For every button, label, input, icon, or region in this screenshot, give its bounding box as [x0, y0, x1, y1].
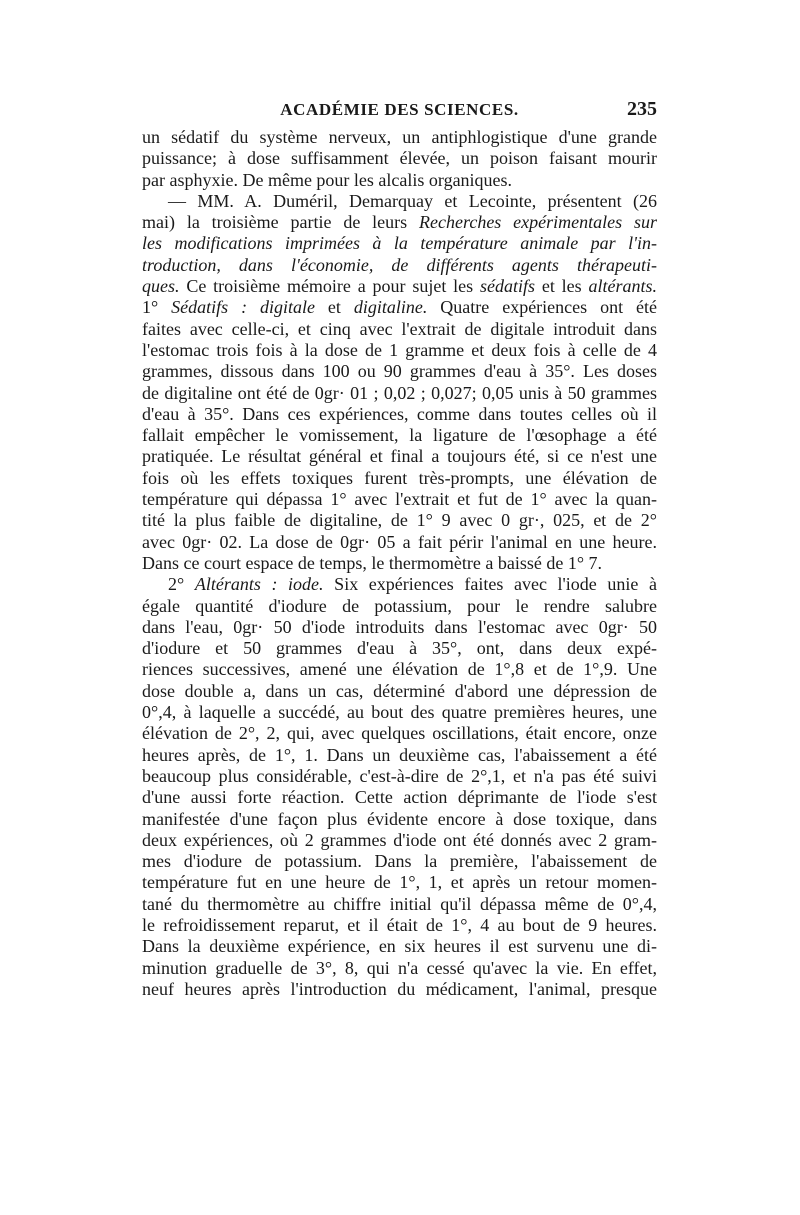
text-segment: heures après, de 1°, 1. Dans un deuxième cas, l'abaissement a été: [142, 744, 657, 765]
text-line: [142, 510, 657, 531]
text-line: [142, 617, 657, 638]
text-segment: tané du thermomètre au chiffre initial qu'il dépassa même de 0°,4,: [142, 893, 657, 914]
text-segment: Six expériences faites avec l'iode unie à: [323, 574, 657, 595]
text-line: [142, 894, 657, 915]
text-segment: puissance; à dose suffisamment élevée, un poison faisant mourir: [142, 148, 657, 169]
text-line: [142, 915, 657, 936]
text-segment: de digitaline ont été de 0gr· 01 ; 0,02 ; 0,027; 0,05 unis à 50 grammes: [142, 382, 657, 403]
text-segment: tité la plus faible de digitaline, de 1° 9 avec 0 gr·, 025, et de 2°: [142, 510, 657, 531]
text-segment: beaucoup plus considérable, c'est-à-dire de 2°,1, et n'a pas été suivi: [142, 765, 657, 786]
text-line: [142, 681, 657, 702]
text-segment: 2°: [168, 574, 195, 595]
text-line: [142, 148, 657, 169]
italic-text-segment: altérants.: [588, 276, 657, 297]
text-line: [142, 766, 657, 787]
text-line: [142, 787, 657, 808]
text-line: [142, 958, 657, 979]
text-line: [142, 319, 657, 340]
text-line: [142, 340, 657, 361]
text-segment: le refroidissement reparut, et il était de 1°, 4 au bout de 9 heures.: [142, 914, 657, 935]
running-title: ACADÉMIE DES SCIENCES.: [280, 100, 519, 119]
text-line: [142, 553, 657, 574]
italic-text-segment: Sédatifs : digitale: [171, 297, 315, 318]
text-line: [142, 745, 657, 766]
text-segment: Dans la deuxième expérience, en six heures il est survenu une di-: [142, 936, 657, 957]
text-line: [142, 297, 657, 318]
text-segment: fois où les effets toxiques furent très-prompts, une élévation de: [142, 467, 657, 488]
text-line: [142, 809, 657, 830]
text-segment: l'estomac trois fois à la dose de 1 gramme et deux fois à celle de 4: [142, 339, 657, 360]
text-line: [142, 468, 657, 489]
text-line: [142, 255, 657, 276]
italic-text-segment: Altérants : iode.: [194, 574, 324, 595]
text-line: [142, 532, 657, 553]
text-segment: minution graduelle de 3°, 8, qui n'a cessé qu'avec la vie. En effet,: [142, 957, 657, 978]
text-segment: — MM. A. Duméril, Demarquay et Lecointe, présentent (26: [168, 190, 657, 211]
text-segment: d'une aussi forte réaction. Cette action déprimante de l'iode s'est: [142, 787, 657, 808]
text-segment: un sédatif du système nerveux, un antiphlogistique d'une grande: [142, 127, 657, 147]
text-segment: dans l'eau, 0gr· 50 d'iode introduits dans l'estomac avec 0gr· 50: [142, 616, 657, 637]
text-line: [142, 212, 657, 233]
text-segment: faites avec celle-ci, et cinq avec l'extrait de digitale introduit dans: [142, 318, 657, 339]
text-line: [142, 127, 657, 148]
page-number: 235: [627, 98, 657, 120]
text-segment: riences successives, amené une élévation de 1°,8 et de 1°,9. Une: [142, 659, 657, 680]
text-segment: mai) la troisième partie de leurs: [142, 212, 420, 233]
text-segment: avec 0gr· 02. La dose de 0gr· 05 a fait périr l'animal en une heure.: [142, 531, 657, 552]
text-segment: 1°: [142, 297, 172, 318]
text-line: [142, 851, 657, 872]
text-line: [142, 702, 657, 723]
italic-text-segment: digitaline.: [353, 297, 428, 318]
text-segment: élévation de 2°, 2, qui, avec quelques oscillations, était encore, onze: [142, 723, 657, 744]
text-segment: par asphyxie. De même pour les alcalis organiques.: [142, 169, 513, 190]
text-segment: d'iodure et 50 grammes d'eau à 35°, ont, dans deux expé-: [142, 638, 657, 659]
text-line: [142, 170, 657, 191]
text-segment: Quatre expériences ont été: [427, 297, 657, 318]
text-line: [142, 446, 657, 467]
text-segment: manifestée d'une façon plus évidente encore à dose toxique, dans: [142, 808, 657, 829]
text-line: [142, 276, 657, 297]
page-header: [142, 100, 657, 128]
text-segment: deux expériences, où 2 grammes d'iode ont été donnés avec 2 gram-: [142, 829, 657, 850]
text-line: [142, 596, 657, 617]
text-line: [142, 830, 657, 851]
body-text: [142, 127, 657, 1000]
text-segment: neuf heures après l'introduction du médicament, l'animal, presque: [142, 978, 657, 999]
text-line: [142, 659, 657, 680]
text-segment: mes d'iodure de potassium. Dans la première, l'abaissement de: [142, 851, 657, 872]
text-line: [142, 383, 657, 404]
text-line: [142, 233, 657, 254]
text-segment: Dans ce court espace de temps, le thermomètre a baissé de 1° 7.: [142, 552, 603, 573]
text-segment: température fut en une heure de 1°, 1, et après un retour momen-: [142, 872, 657, 893]
text-line: [142, 872, 657, 893]
italic-text-segment: troduction, dans l'économie, de différents agents thérapeuti-: [142, 254, 657, 275]
italic-text-segment: Recherches expérimentales sur: [419, 212, 657, 233]
italic-text-segment: ques.: [142, 276, 180, 297]
text-segment: pratiquée. Le résultat général et final a toujours été, si ce n'est une: [142, 446, 657, 467]
text-segment: dose double a, dans un cas, déterminé d'abord une dépression de: [142, 680, 657, 701]
italic-text-segment: sédatifs: [480, 276, 536, 297]
text-segment: température qui dépassa 1° avec l'extrait et fut de 1° avec la quan-: [142, 489, 657, 510]
text-segment: fallait empêcher le vomissement, la ligature de l'œsophage a été: [142, 425, 657, 446]
text-line: [142, 638, 657, 659]
text-segment: Ce troisième mémoire a pour sujet les: [179, 276, 480, 297]
text-segment: et les: [535, 276, 589, 297]
text-line: [142, 404, 657, 425]
text-line: [142, 425, 657, 446]
text-line: [142, 191, 657, 212]
text-segment: égale quantité d'iodure de potassium, pour le rendre salubre: [142, 595, 657, 616]
italic-text-segment: les modifications imprimées à la température animale par l'in-: [142, 233, 657, 254]
text-segment: d'eau à 35°. Dans ces expériences, comme dans toutes celles où il: [142, 403, 657, 424]
text-line: [142, 936, 657, 957]
text-line: [142, 723, 657, 744]
text-line: [142, 489, 657, 510]
text-segment: grammes, dissous dans 100 ou 90 grammes d'eau à 35°. Les doses: [142, 361, 657, 382]
text-segment: 0°,4, à laquelle a succédé, au bout des quatre premières heures, une: [142, 702, 657, 723]
text-line: [142, 361, 657, 382]
text-line: [142, 574, 657, 595]
text-segment: et: [315, 297, 354, 318]
text-line: [142, 979, 657, 1000]
